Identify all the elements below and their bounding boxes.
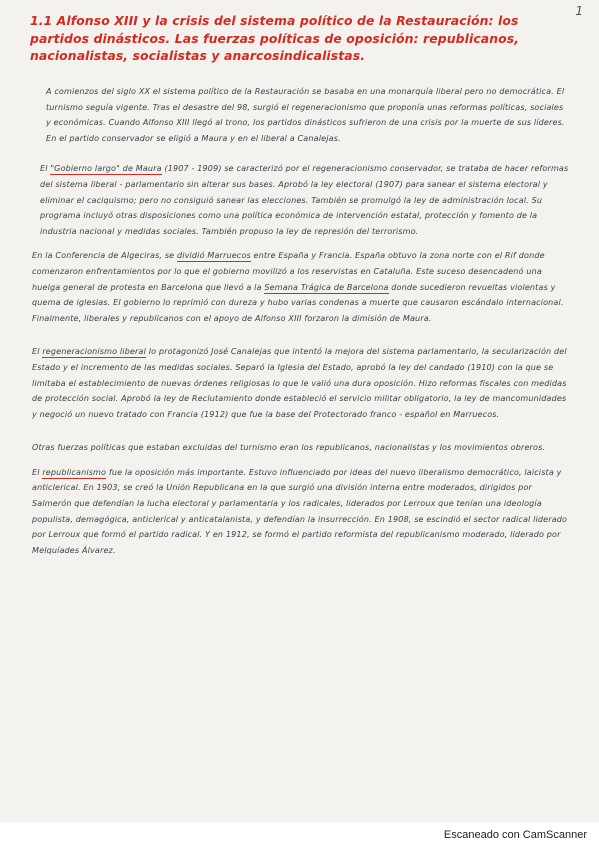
notes-body [32, 84, 570, 558]
highlight-regeneracionismo-liberal: regeneracionismo liberal [42, 347, 146, 357]
highlight-gobierno-largo-maura: "Gobierno largo" de Maura [50, 164, 162, 174]
paragraph-text: lo protagonizó José Canalejas que intentó la mejora del sistema parlamentario, la secularización del Estado y el incremento de las medidas sociales. Separó la Iglesia del Estado, aprobó la ley del candado (1910) con la que se limitaba el establecimiento de nuevas órdenes religiosas lo que le valió una dura oposición. Hizo reformas fiscales con medidas de protección social. Aprobó la ley de Reclutamiento donde estableció el servicio militar obligatorio, la ley de mancomunidades y negoció un nuevo tratado con Francia (1912) que fue la base del Protectorado franco - español en Marruecos. [32, 347, 567, 419]
highlight-dividio-marruecos: dividió Marruecos [176, 251, 251, 261]
paragraph-otras-fuerzas: Otras fuerzas políticas que estaban excluidas del turnismo eran los republicanos, nacionalistas y los movimientos obreros. [32, 443, 546, 453]
scanner-footer [0, 822, 599, 848]
paragraph-text: fue la oposición más importante. Estuvo influenciado por ideas del nuevo liberalismo democrático, laicista y anticlerical. En 1903, se creó la Unión Republicana en la que surgió una división interna entre moderados, dirigidos por Salmerón que defendían la lucha electoral y parlamentaria y los radicales, liderados por Lerroux que tenían una ideología populista, demagógica, anticlerical y anticatalanista, y defendían la insurrección. En 1908, se escindió el sector radical liderado por Lerroux que formó el partido radical. Y en 1912, se formó el partido reformista del republicanismo moderado, liderado por Melquíades Álvarez. [32, 467, 568, 555]
paragraph-intro: A comienzos del siglo XX el sistema político de la Restauración se basaba en una monarquía liberal pero no democrática. El turnismo seguía vigente. Tras el desastre del 98, surgió el regeneracionismo que proponía unas reformas políticas, sociales y económicas. Cuando Alfonso XIII llegó al trono, los partidos dinásticos sufrieron de una crisis por la muerte de sus líderes. En el partido conservador se eligió a Maura y en el liberal a Canalejas. [46, 87, 565, 143]
section-title: 1.1 Alfonso XIII y la crisis del sistema político de la Restauración: los partidos dinásticos. Las fuerzas políticas de oposición: republicanos, nacionalistas, socialistas y anarcosindicalistas. [30, 13, 520, 63]
paragraph-text: entre España y Francia. España obtuvo la zona norte con el Rif donde comenzaron enfrentamientos por lo que el gobierno movilizó a los reservistas en Cataluña. Este suceso desencadenó una huelga general de protesta en Barcelona que llevó a la [32, 251, 545, 292]
paragraph-regeneracionismo-liberal [32, 344, 570, 422]
paragraph-prefix: El [40, 164, 51, 174]
paragraph-algeciras [32, 248, 570, 326]
highlight-semana-tragica: Semana Trágica de Barcelona [264, 282, 389, 292]
paragraph-prefix: El [32, 347, 43, 357]
paragraph-maura [32, 161, 570, 239]
page-number: 1 [575, 4, 583, 18]
paragraph-republicanismo [32, 465, 570, 559]
paragraph-prefix: El [32, 467, 43, 477]
paragraph-text: (1907 - 1909) se caracterizó por el regeneracionismo conservador, se trataba de hacer reformas del sistema liberal - parlamentario sin alterar sus bases. Aprobó la ley electoral (1907) para sanear el sistema electoral y eliminar el caciquismo; pero no consiguió sanear las elecciones. También se promulgó la ley de administración local. Su programa incluyó otras disposiciones como una política económica de intervención estatal, protección y fomento de la industria nacional y medidas sociales. También propuso la ley de represión del terrorismo. [40, 164, 569, 236]
paragraph-text: donde sucedieron revueltas violentas y quema de iglesias. El gobierno lo reprimió con dureza y hubo varias condenas a muerte que causaron escándalo internacional. Finalmente, liberales y republicanos con el apoyo de Alfonso XIII forzaron la dimisión de Maura. [32, 282, 564, 323]
camscanner-watermark: Escaneado con CamScanner [443, 829, 587, 841]
highlight-republicanismo: republicanismo [42, 467, 107, 477]
paragraph-prefix: En la Conferencia de Algeciras, se [32, 251, 177, 261]
